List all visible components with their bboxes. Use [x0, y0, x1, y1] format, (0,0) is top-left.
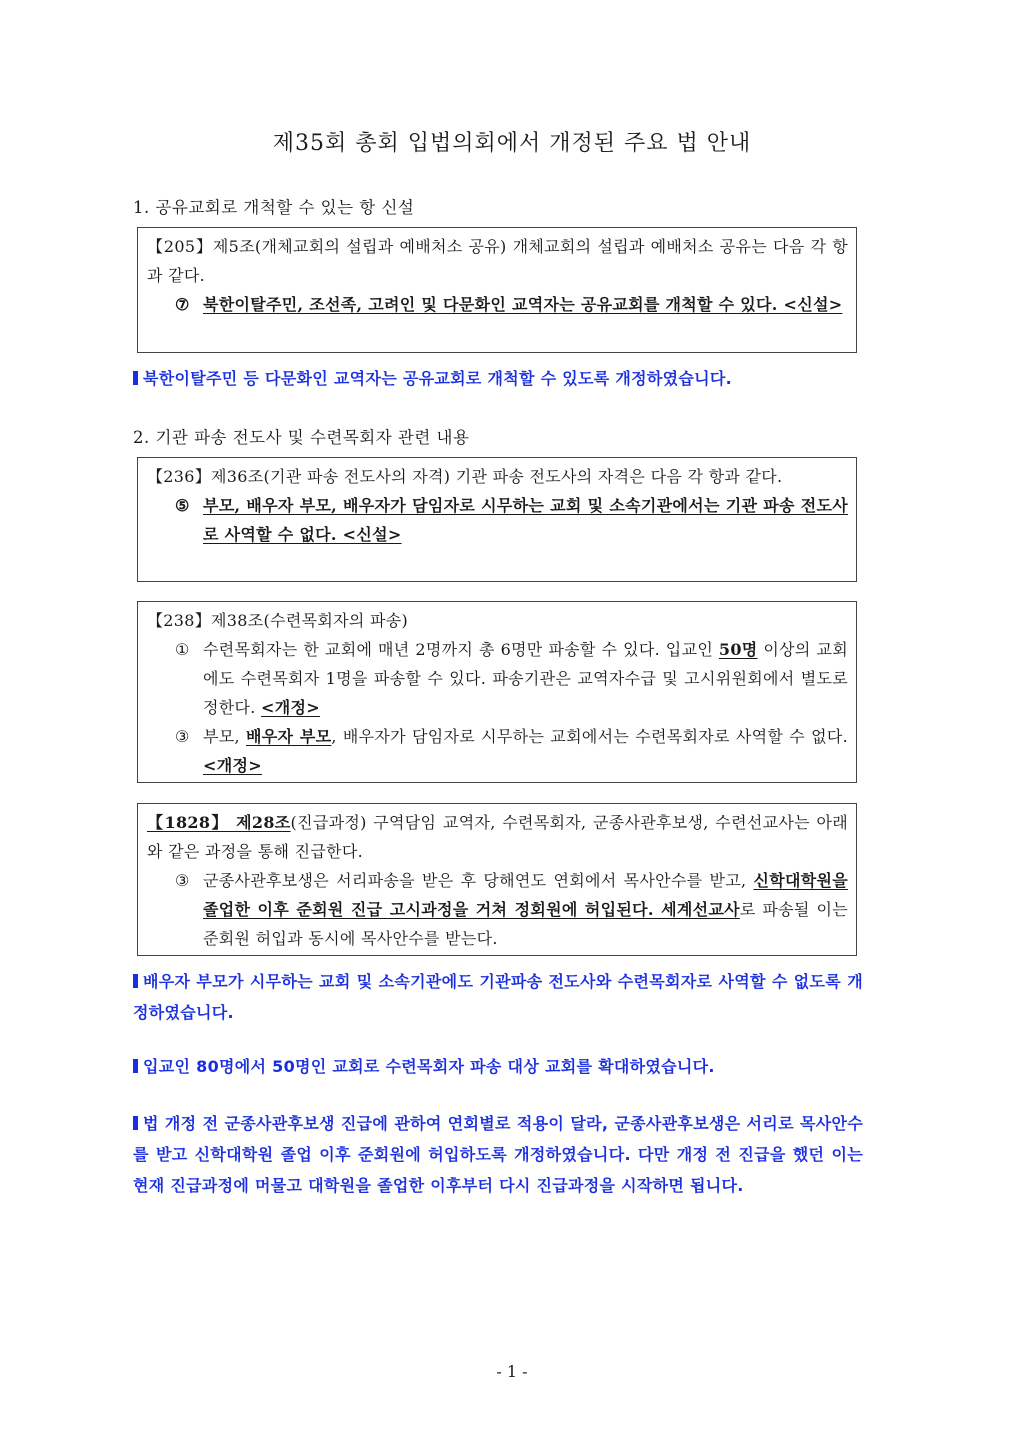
note-marker-icon — [133, 1116, 138, 1130]
note-3 — [133, 1051, 863, 1082]
article-205-item-7 — [147, 290, 848, 319]
page-title: 제35회 총회 입법의회에서 개정된 주요 법 안내 — [272, 131, 752, 156]
article-1828-intro — [147, 808, 848, 866]
note-4 — [133, 1108, 863, 1201]
item-text-part: 이상의 교회에도 수련목회자 1명을 파송할 수 있다. 파송기관은 교역자수급 및 고시위원회에서 별도로 정한다. — [203, 640, 848, 717]
item-number: ① — [175, 640, 190, 659]
note-text: 입교인 80명에서 50명인 교회로 수련목회자 파송 대상 교회를 확대하였습니다. — [143, 1057, 715, 1076]
article-236-intro — [147, 462, 848, 491]
article-1828-box — [137, 803, 857, 956]
item-text-emphasis: 신학대학원을 졸업한 이후 준회원 진급 고시과정을 거쳐 정회원에 허입된다. 세계선교사 — [203, 871, 848, 919]
note-1 — [133, 363, 863, 394]
article-title: 제38조(수련목회자의 파송) — [211, 611, 409, 630]
article-238-item-3 — [147, 722, 848, 780]
section-2-heading: 2. 기관 파송 전도사 및 수련목회자 관련 내용 — [133, 428, 470, 447]
item-text-part: 수련목회자는 한 교회에 매년 2명까지 총 6명만 파송할 수 있다. 입교인 — [203, 640, 719, 659]
item-text: 부모, 배우자 부모, 배우자가 담임자로 시무하는 교회 및 소속기관에서는 기관 파송 전도사로 사역할 수 없다. <신설> — [203, 496, 848, 544]
article-236-item-5 — [147, 491, 848, 549]
article-intro-text: 개체교회의 설립과 예배처소 공유는 다음 각 항과 같다. — [147, 237, 848, 285]
item-number: ⑦ — [175, 295, 190, 314]
article-205-box — [137, 227, 857, 353]
article-intro-text: 기관 파송 전도사의 자격은 다음 각 항과 같다. — [450, 467, 783, 486]
note-marker-icon — [133, 974, 138, 988]
note-text: 법 개정 전 군종사관후보생 진급에 관하여 연회별로 적용이 달라, 군종사관후보생은 서리로 목사안수를 받고 신학대학원 졸업 이후 준회원에 허입하도록 개정하였습니다. 다만 개정 전 진급을 했던 이는 현재 진급과정에 머물고 대학원을 졸업한 이후부터 다시 진급과정을 시작하면 됩니다. — [133, 1114, 863, 1195]
note-text: 북한이탈주민 등 다문화인 교역자는 공유교회로 개척할 수 있도록 개정하였습니다. — [143, 369, 733, 388]
article-title: (진급과정) — [290, 813, 367, 832]
item-number: ⑤ — [175, 496, 190, 515]
article-238-box — [137, 601, 857, 783]
note-text: 배우자 부모가 시무하는 교회 및 소속기관에도 기관파송 전도사와 수련목회자로 사역할 수 없도록 개정하였습니다. — [133, 972, 863, 1022]
article-238-item-1 — [147, 635, 848, 722]
article-236-box — [137, 457, 857, 582]
article-tag: 【205】 — [147, 237, 213, 256]
item-text — [203, 866, 848, 953]
note-marker-icon — [133, 371, 138, 385]
article-intro-text: 구역담임 교역자, 수련목회자, 군종사관후보생, 수련선교사는 아래와 같은 과정을 통해 진급한다. — [147, 813, 848, 861]
item-number: ③ — [175, 871, 190, 890]
item-text: 북한이탈주민, 조선족, 고려인 및 다문화인 교역자는 공유교회를 개척할 수 있다. <신설> — [203, 295, 843, 314]
section-1-heading: 1. 공유교회로 개척할 수 있는 항 신설 — [133, 198, 415, 217]
revision-tag: <개정> — [261, 698, 320, 717]
item-text-emphasis: 배우자 부모 — [246, 727, 332, 746]
article-title: 제5조(개체교회의 설립과 예배처소 공유) — [212, 237, 507, 256]
item-text-part: , 배우자가 담임자로 시무하는 교회에서는 수련목회자로 사역할 수 없다. — [331, 727, 848, 746]
article-title: 제36조(기관 파송 전도사의 자격) — [211, 467, 451, 486]
article-238-title — [147, 606, 848, 635]
item-text-part: 부모, — [203, 727, 247, 746]
article-tag: 【1828】 제28조 — [147, 813, 291, 832]
note-marker-icon — [133, 1059, 138, 1073]
item-text-part: 로 파송될 이는 준회원 허입과 동시에 목사안수를 받는다. — [203, 900, 849, 948]
article-1828-item-3 — [147, 866, 848, 953]
article-205-intro — [147, 232, 848, 290]
item-text-emphasis: 50명 — [718, 640, 758, 659]
revision-tag: <개정> — [203, 756, 262, 775]
page-number: - 1 - — [496, 1362, 528, 1381]
item-number: ③ — [175, 727, 190, 746]
item-text-part: 군종사관후보생은 서리파송을 받은 후 당해연도 연회에서 목사안수를 받고, — [203, 871, 754, 890]
article-tag: 【236】 — [147, 467, 212, 486]
item-text — [203, 722, 848, 780]
item-text — [203, 635, 848, 722]
note-2 — [133, 966, 863, 1028]
article-tag: 【238】 — [147, 611, 212, 630]
